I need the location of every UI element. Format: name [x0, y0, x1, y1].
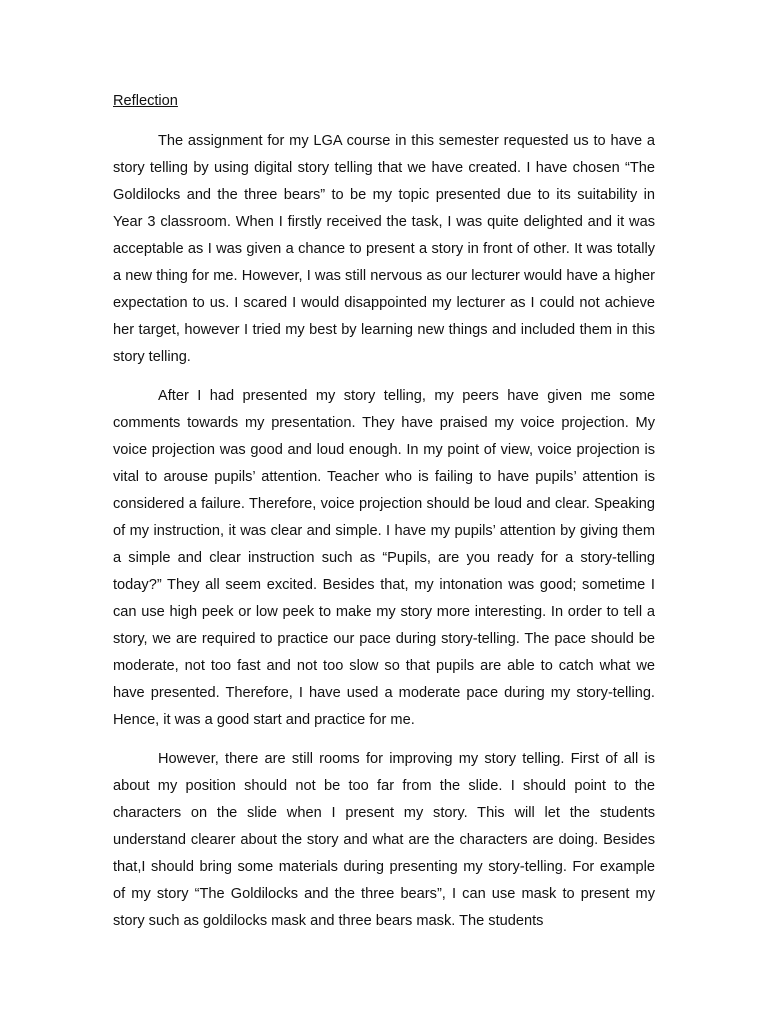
- document-body: [113, 88, 655, 947]
- paragraph-3: However, there are still rooms for improving my story telling. First of all is about my position should not be too far from the slide. I should point to the characters on the slide when I present my story. This will let the students understand clearer about the story and what are the characters are doing. Besides that,I should bring some materials during presenting my story-telling. For example of my story “The Goldilocks and the three bears”, I can use mask to present my story such as goldilocks mask and three bears mask. The students: [113, 751, 655, 929]
- paragraph-1: The assignment for my LGA course in this semester requested us to have a story telling by using digital story telling that we have created. I have chosen “The Goldilocks and the three bears” to be my topic presented due to its suitability in Year 3 classroom. When I firstly received the task, I was quite delighted and it was acceptable as I was given a chance to present a story in front of other. It was totally a new thing for me. However, I was still nervous as our lecturer would have a higher expectation to us. I scared I would disappointed my lecturer as I could not achieve her target, however I tried my best by learning new things and included them in this story telling.: [113, 133, 655, 365]
- document-heading: Reflection: [113, 93, 178, 109]
- paragraph-2: After I had presented my story telling, my peers have given me some comments towards my presentation. They have praised my voice projection. My voice projection was good and loud enough. In my point of view, voice projection is vital to arouse pupils’ attention. Teacher who is failing to have pupils’ attention is considered a failure. Therefore, voice projection should be loud and clear. Speaking of my instruction, it was clear and simple. I have my pupils’ attention by giving them a simple and clear instruction such as “Pupils, are you ready for a story-telling today?” They all seem excited. Besides that, my intonation was good; sometime I can use high peek or low peek to make my story more interesting. In order to tell a story, we are required to practice our pace during story-telling. The pace should be moderate, not too fast and not too slow so that pupils are able to catch what we have presented. Therefore, I have used a moderate pace during my story-telling. Hence, it was a good start and practice for me.: [113, 388, 655, 728]
